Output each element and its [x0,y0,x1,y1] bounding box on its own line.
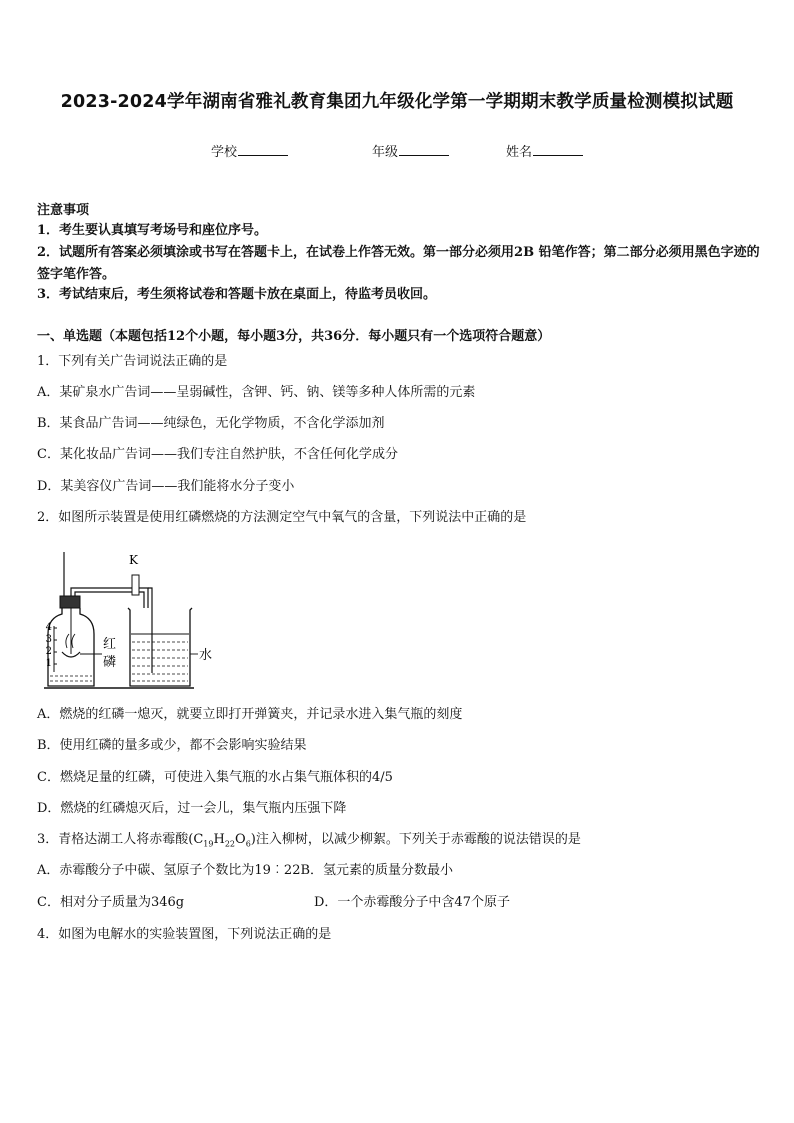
school-field [211,141,288,160]
section-heading: 一、单选题（本题包括12个小题，每小题3分，共36分．每小题只有一个选项符合题意） [37,329,551,344]
q4-stem: 4．如图为电解水的实验装置图，下列说法正确的是 [37,927,332,942]
oxygen-apparatus-figure [40,548,230,693]
stopper [60,596,80,608]
q1-option-d: D．某美容仪广告词——我们能将水分子变小 [37,479,295,494]
q2-option-c: C．燃烧足量的红磷，可使进入集气瓶的水占集气瓶体积的4/5 [37,770,393,785]
q2-option-d: D．燃烧的红磷熄灭后，过一会儿，集气瓶内压强下降 [37,801,347,816]
q2-option-b: B．使用红磷的量多或少，都不会影响实验结果 [37,738,307,753]
name-field [506,141,583,160]
notice-item-1: 1．考生要认真填写考场号和座位序号。 [37,223,268,238]
school-label: 学校 [211,145,238,160]
exam-title: 2023-2024学年湖南省雅礼教育集团九年级化学第一学期期末教学质量检测模拟试题 [60,92,734,112]
name-label: 姓名 [506,145,533,160]
q2-option-a: A．燃烧的红磷一熄灭，就要立即打开弹簧夹，并记录水进入集气瓶的刻度 [37,707,463,722]
grade-blank [399,143,449,156]
q3-option-d: D．一个赤霉酸分子中含47个原子 [314,895,510,910]
clamp-label: K [129,553,138,567]
spring-clamp [132,575,139,595]
q1-option-b: B．某食品广告词——纯绿色，无化学物质，不含化学添加剂 [37,416,385,431]
grade-field [372,141,449,160]
q2-stem: 2．如图所示装置是使用红磷燃烧的方法测定空气中氧气的含量，下列说法中正确的是 [37,510,527,525]
school-blank [238,143,288,156]
water-label: 水 [199,648,213,663]
q1-stem: 1．下列有关广告词说法正确的是 [37,354,228,369]
scale-mark-4: 4 [45,622,52,633]
q3-stem: 3．青格达湖工人将赤霉酸$(C_{19}H_{22}O_6)$注入柳树，以减少柳絮。下列关于赤霉酸的说法错误的是 [37,832,581,849]
notice-heading: 注意事项 [37,203,90,218]
grade-label: 年级 [372,145,399,160]
notice-item-2: 2．试题所有答案必须填涂或书写在答题卡上，在试卷上作答无效。第一部分必须用2B 铅笔作答；第二部分必须用黑色字迹的签字笔作答。 [37,245,760,282]
name-blank [533,143,583,156]
notice-item-3: 3．考试结束后，考生须将试卷和答题卡放在桌面上，待监考员收回。 [37,287,437,302]
phosphorus-label-2: 磷 [103,655,117,670]
q1-option-a: A．某矿泉水广告词——呈弱碱性，含钾、钙、钠、镁等多种人体所需的元素 [37,385,476,400]
scale-mark-2: 2 [45,646,52,657]
scale-mark-3: 3 [45,634,52,645]
phosphorus-label-1: 红 [103,637,117,652]
scale-mark-1: 1 [45,658,52,669]
q3-option-c: C．相对分子质量为346g [37,895,185,910]
q3-option-ab: A．赤霉酸分子中碳、氢原子个数比为19︰22B．氢元素的质量分数最小 [37,863,454,878]
q1-option-c: C．某化妆品广告词——我们专注自然护肤，不含任何化学成分 [37,447,398,462]
